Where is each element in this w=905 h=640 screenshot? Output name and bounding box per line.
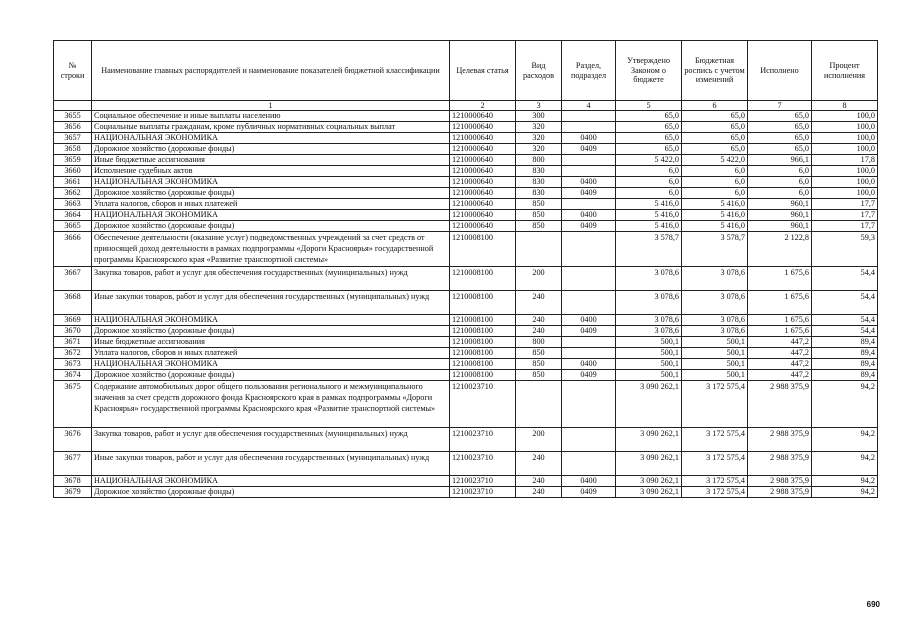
row-section <box>562 428 616 452</box>
row-expense-type: 830 <box>516 177 562 188</box>
row-executed: 6,0 <box>748 177 812 188</box>
row-target-article: 1210000640 <box>450 133 516 144</box>
header-executed: Исполнено <box>748 41 812 101</box>
row-section <box>562 166 616 177</box>
row-name: НАЦИОНАЛЬНАЯ ЭКОНОМИКА <box>92 476 450 487</box>
row-number: 3666 <box>54 232 92 267</box>
row-expense-type: 800 <box>516 155 562 166</box>
row-name: Дорожное хозяйство (дорожные фонды) <box>92 221 450 232</box>
row-schedule: 3 078,6 <box>682 267 748 291</box>
row-number: 3664 <box>54 210 92 221</box>
row-number: 3657 <box>54 133 92 144</box>
row-schedule: 3 172 575,4 <box>682 487 748 498</box>
table-row <box>54 348 878 359</box>
row-name: Дорожное хозяйство (дорожные фонды) <box>92 326 450 337</box>
row-executed: 65,0 <box>748 144 812 155</box>
row-percent: 89,4 <box>812 370 878 381</box>
row-number: 3659 <box>54 155 92 166</box>
row-name: Иные закупки товаров, работ и услуг для обеспечения государственных (муниципальных) нужд <box>92 452 450 476</box>
row-executed: 2 988 375,9 <box>748 428 812 452</box>
row-target-article: 1210000640 <box>450 188 516 199</box>
row-schedule: 65,0 <box>682 122 748 133</box>
row-percent: 100,0 <box>812 188 878 199</box>
row-number: 3655 <box>54 111 92 122</box>
row-target-article: 1210023710 <box>450 476 516 487</box>
header-target: Целевая статья <box>450 41 516 101</box>
row-expense-type: 240 <box>516 476 562 487</box>
row-number: 3656 <box>54 122 92 133</box>
column-number: 4 <box>562 101 616 111</box>
row-executed: 960,1 <box>748 221 812 232</box>
row-target-article: 1210008100 <box>450 370 516 381</box>
row-approved: 65,0 <box>616 111 682 122</box>
table-row <box>54 166 878 177</box>
row-percent: 17,7 <box>812 221 878 232</box>
row-number: 3676 <box>54 428 92 452</box>
row-percent: 94,2 <box>812 381 878 428</box>
row-number: 3661 <box>54 177 92 188</box>
row-percent: 17,8 <box>812 155 878 166</box>
row-number: 3660 <box>54 166 92 177</box>
row-number: 3669 <box>54 315 92 326</box>
row-executed: 2 122,8 <box>748 232 812 267</box>
table-row <box>54 221 878 232</box>
table-row <box>54 111 878 122</box>
table-row <box>54 337 878 348</box>
row-number: 3672 <box>54 348 92 359</box>
table-row <box>54 188 878 199</box>
header-schedule: Бюджетная роспись с учетом изменений <box>682 41 748 101</box>
row-target-article: 1210008100 <box>450 337 516 348</box>
row-name: НАЦИОНАЛЬНАЯ ЭКОНОМИКА <box>92 359 450 370</box>
table-row <box>54 210 878 221</box>
row-schedule: 500,1 <box>682 359 748 370</box>
row-schedule: 6,0 <box>682 177 748 188</box>
column-number: 7 <box>748 101 812 111</box>
row-expense-type: 850 <box>516 199 562 210</box>
row-approved: 5 416,0 <box>616 199 682 210</box>
row-name: НАЦИОНАЛЬНАЯ ЭКОНОМИКА <box>92 315 450 326</box>
row-approved: 500,1 <box>616 337 682 348</box>
column-number: 5 <box>616 101 682 111</box>
row-number: 3667 <box>54 267 92 291</box>
row-schedule: 6,0 <box>682 188 748 199</box>
row-approved: 6,0 <box>616 166 682 177</box>
row-name: Уплата налогов, сборов и иных платежей <box>92 348 450 359</box>
row-name: Дорожное хозяйство (дорожные фонды) <box>92 144 450 155</box>
row-section: 0400 <box>562 476 616 487</box>
header-approved: Утверждено Законом о бюджете <box>616 41 682 101</box>
row-number: 3662 <box>54 188 92 199</box>
row-schedule: 5 416,0 <box>682 221 748 232</box>
row-schedule: 3 078,6 <box>682 291 748 315</box>
row-expense-type: 240 <box>516 315 562 326</box>
row-section <box>562 111 616 122</box>
row-executed: 2 988 375,9 <box>748 476 812 487</box>
row-percent: 54,4 <box>812 315 878 326</box>
table-row <box>54 315 878 326</box>
row-number: 3663 <box>54 199 92 210</box>
row-executed: 1 675,6 <box>748 326 812 337</box>
row-number: 3678 <box>54 476 92 487</box>
table-row <box>54 291 878 315</box>
table-row <box>54 232 878 267</box>
row-section <box>562 452 616 476</box>
row-percent: 89,4 <box>812 348 878 359</box>
row-name: Иные бюджетные ассигнования <box>92 337 450 348</box>
row-expense-type: 850 <box>516 210 562 221</box>
row-target-article: 1210008100 <box>450 348 516 359</box>
row-schedule: 3 172 575,4 <box>682 381 748 428</box>
page-number: 690 <box>866 600 880 609</box>
row-expense-type: 850 <box>516 348 562 359</box>
row-name: Дорожное хозяйство (дорожные фонды) <box>92 370 450 381</box>
row-percent: 94,2 <box>812 428 878 452</box>
row-executed: 447,2 <box>748 348 812 359</box>
row-approved: 500,1 <box>616 359 682 370</box>
row-section: 0400 <box>562 177 616 188</box>
row-approved: 500,1 <box>616 370 682 381</box>
header-row <box>54 41 878 101</box>
row-executed: 6,0 <box>748 188 812 199</box>
table-body <box>54 111 878 498</box>
row-name: Иные закупки товаров, работ и услуг для обеспечения государственных (муниципальных) нужд <box>92 291 450 315</box>
row-target-article: 1210000640 <box>450 144 516 155</box>
budget-table <box>53 40 878 498</box>
row-target-article: 1210023710 <box>450 428 516 452</box>
row-executed: 960,1 <box>748 199 812 210</box>
row-percent: 94,2 <box>812 452 878 476</box>
row-name: Уплата налогов, сборов и иных платежей <box>92 199 450 210</box>
row-section <box>562 122 616 133</box>
row-section: 0400 <box>562 359 616 370</box>
row-executed: 1 675,6 <box>748 267 812 291</box>
row-target-article: 1210023710 <box>450 381 516 428</box>
row-percent: 54,4 <box>812 267 878 291</box>
row-schedule: 500,1 <box>682 337 748 348</box>
row-target-article: 1210008100 <box>450 267 516 291</box>
row-expense-type: 200 <box>516 428 562 452</box>
row-target-article: 1210000640 <box>450 210 516 221</box>
row-name: НАЦИОНАЛЬНАЯ ЭКОНОМИКА <box>92 133 450 144</box>
row-section: 0400 <box>562 210 616 221</box>
row-target-article: 1210000640 <box>450 221 516 232</box>
row-section: 0409 <box>562 188 616 199</box>
row-executed: 2 988 375,9 <box>748 452 812 476</box>
row-section: 0409 <box>562 326 616 337</box>
row-target-article: 1210023710 <box>450 487 516 498</box>
table-row <box>54 428 878 452</box>
row-schedule: 3 172 575,4 <box>682 452 748 476</box>
row-expense-type <box>516 381 562 428</box>
row-executed: 65,0 <box>748 122 812 133</box>
row-approved: 3 078,6 <box>616 326 682 337</box>
row-percent: 100,0 <box>812 144 878 155</box>
row-executed: 447,2 <box>748 370 812 381</box>
row-expense-type: 320 <box>516 122 562 133</box>
row-percent: 17,7 <box>812 210 878 221</box>
column-number: 1 <box>92 101 450 111</box>
row-target-article: 1210008100 <box>450 291 516 315</box>
table-row <box>54 476 878 487</box>
row-target-article: 1210000640 <box>450 177 516 188</box>
table-row <box>54 370 878 381</box>
row-target-article: 1210000640 <box>450 111 516 122</box>
row-number: 3671 <box>54 337 92 348</box>
column-number <box>54 101 92 111</box>
row-percent: 89,4 <box>812 359 878 370</box>
row-executed: 2 988 375,9 <box>748 381 812 428</box>
row-number: 3674 <box>54 370 92 381</box>
row-target-article: 1210008100 <box>450 326 516 337</box>
row-name: Закупка товаров, работ и услуг для обеспечения государственных (муниципальных) нужд <box>92 428 450 452</box>
row-schedule: 3 078,6 <box>682 326 748 337</box>
row-section: 0409 <box>562 370 616 381</box>
row-approved: 65,0 <box>616 122 682 133</box>
row-name: Закупка товаров, работ и услуг для обеспечения государственных (муниципальных) нужд <box>92 267 450 291</box>
table-row <box>54 199 878 210</box>
row-number: 3670 <box>54 326 92 337</box>
table-row <box>54 155 878 166</box>
row-approved: 3 078,6 <box>616 291 682 315</box>
row-percent: 54,4 <box>812 326 878 337</box>
row-expense-type: 830 <box>516 166 562 177</box>
row-executed: 2 988 375,9 <box>748 487 812 498</box>
row-executed: 960,1 <box>748 210 812 221</box>
row-percent: 54,4 <box>812 291 878 315</box>
row-number: 3677 <box>54 452 92 476</box>
row-expense-type: 320 <box>516 144 562 155</box>
row-target-article: 1210023710 <box>450 452 516 476</box>
row-number: 3668 <box>54 291 92 315</box>
row-expense-type: 240 <box>516 291 562 315</box>
row-section <box>562 291 616 315</box>
table-row <box>54 359 878 370</box>
row-expense-type <box>516 232 562 267</box>
row-name: Дорожное хозяйство (дорожные фонды) <box>92 188 450 199</box>
row-approved: 3 090 262,1 <box>616 476 682 487</box>
table-row <box>54 381 878 428</box>
row-section: 0400 <box>562 315 616 326</box>
row-target-article: 1210008100 <box>450 359 516 370</box>
row-approved: 500,1 <box>616 348 682 359</box>
row-approved: 3 078,6 <box>616 315 682 326</box>
row-expense-type: 850 <box>516 370 562 381</box>
row-expense-type: 800 <box>516 337 562 348</box>
row-approved: 3 090 262,1 <box>616 428 682 452</box>
row-approved: 3 078,6 <box>616 267 682 291</box>
row-executed: 6,0 <box>748 166 812 177</box>
row-number: 3658 <box>54 144 92 155</box>
row-expense-type: 300 <box>516 111 562 122</box>
row-schedule: 6,0 <box>682 166 748 177</box>
row-section: 0409 <box>562 144 616 155</box>
row-schedule: 500,1 <box>682 370 748 381</box>
row-schedule: 5 422,0 <box>682 155 748 166</box>
row-approved: 3 578,7 <box>616 232 682 267</box>
row-schedule: 5 416,0 <box>682 199 748 210</box>
row-approved: 3 090 262,1 <box>616 381 682 428</box>
row-approved: 5 416,0 <box>616 221 682 232</box>
row-percent: 94,2 <box>812 487 878 498</box>
table-row <box>54 267 878 291</box>
row-name: Исполнение судебных актов <box>92 166 450 177</box>
row-approved: 65,0 <box>616 133 682 144</box>
column-number: 3 <box>516 101 562 111</box>
row-expense-type: 830 <box>516 188 562 199</box>
row-expense-type: 240 <box>516 452 562 476</box>
row-section <box>562 155 616 166</box>
row-percent: 100,0 <box>812 111 878 122</box>
header-section: Раздел, подраздел <box>562 41 616 101</box>
row-approved: 5 422,0 <box>616 155 682 166</box>
row-name: НАЦИОНАЛЬНАЯ ЭКОНОМИКА <box>92 210 450 221</box>
row-name: Дорожное хозяйство (дорожные фонды) <box>92 487 450 498</box>
header-percent: Процент исполнения <box>812 41 878 101</box>
row-schedule: 500,1 <box>682 348 748 359</box>
row-section <box>562 267 616 291</box>
table-row <box>54 133 878 144</box>
table-row <box>54 177 878 188</box>
row-number: 3675 <box>54 381 92 428</box>
row-schedule: 65,0 <box>682 111 748 122</box>
row-number: 3679 <box>54 487 92 498</box>
table-row <box>54 122 878 133</box>
row-number: 3665 <box>54 221 92 232</box>
row-name: Иные бюджетные ассигнования <box>92 155 450 166</box>
row-section <box>562 348 616 359</box>
row-executed: 65,0 <box>748 133 812 144</box>
row-expense-type: 240 <box>516 326 562 337</box>
row-percent: 94,2 <box>812 476 878 487</box>
row-section: 0409 <box>562 487 616 498</box>
row-approved: 5 416,0 <box>616 210 682 221</box>
header-type: Вид расходов <box>516 41 562 101</box>
row-schedule: 3 172 575,4 <box>682 476 748 487</box>
row-percent: 100,0 <box>812 177 878 188</box>
row-target-article: 1210000640 <box>450 122 516 133</box>
row-executed: 966,1 <box>748 155 812 166</box>
row-target-article: 1210000640 <box>450 166 516 177</box>
column-number: 2 <box>450 101 516 111</box>
table-row <box>54 487 878 498</box>
row-section <box>562 199 616 210</box>
row-schedule: 3 078,6 <box>682 315 748 326</box>
row-schedule: 3 172 575,4 <box>682 428 748 452</box>
row-target-article: 1210008100 <box>450 315 516 326</box>
row-percent: 100,0 <box>812 122 878 133</box>
row-expense-type: 200 <box>516 267 562 291</box>
row-name: Обеспечение деятельности (оказание услуг) подведомственных учреждений за счет средств от приносящей доход деятельности в рамках подпрограммы «Дороги Красноярья» государственной программы Красноярского края «Развитие транспортной системы» <box>92 232 450 267</box>
column-number: 6 <box>682 101 748 111</box>
column-number-row <box>54 101 878 111</box>
row-name: Социальное обеспечение и иные выплаты населению <box>92 111 450 122</box>
row-schedule: 3 578,7 <box>682 232 748 267</box>
row-schedule: 65,0 <box>682 133 748 144</box>
row-name: Социальные выплаты гражданам, кроме публичных нормативных социальных выплат <box>92 122 450 133</box>
row-target-article: 1210000640 <box>450 155 516 166</box>
row-executed: 447,2 <box>748 359 812 370</box>
row-percent: 59,3 <box>812 232 878 267</box>
row-executed: 65,0 <box>748 111 812 122</box>
row-approved: 3 090 262,1 <box>616 452 682 476</box>
table-row <box>54 144 878 155</box>
row-expense-type: 850 <box>516 221 562 232</box>
row-section: 0409 <box>562 221 616 232</box>
row-expense-type: 320 <box>516 133 562 144</box>
row-target-article: 1210000640 <box>450 199 516 210</box>
row-percent: 100,0 <box>812 166 878 177</box>
row-percent: 17,7 <box>812 199 878 210</box>
row-section: 0400 <box>562 133 616 144</box>
row-percent: 89,4 <box>812 337 878 348</box>
row-target-article: 1210008100 <box>450 232 516 267</box>
table-row <box>54 326 878 337</box>
row-approved: 6,0 <box>616 188 682 199</box>
row-section <box>562 337 616 348</box>
row-name: НАЦИОНАЛЬНАЯ ЭКОНОМИКА <box>92 177 450 188</box>
row-section <box>562 381 616 428</box>
header-num: № строки <box>54 41 92 101</box>
row-approved: 6,0 <box>616 177 682 188</box>
row-name: Содержание автомобильных дорог общего пользования регионального и межмуниципального значения за счет средств дорожного фонда Красноярского края в рамках подпрограммы «Дороги Красноярья» государственной программы Красноярского края «Развитие транспортной системы» <box>92 381 450 428</box>
header-name: Наименование главных распорядителей и наименование показателей бюджетной классификации <box>92 41 450 101</box>
row-approved: 3 090 262,1 <box>616 487 682 498</box>
row-section <box>562 232 616 267</box>
row-executed: 1 675,6 <box>748 291 812 315</box>
row-number: 3673 <box>54 359 92 370</box>
row-approved: 65,0 <box>616 144 682 155</box>
row-executed: 1 675,6 <box>748 315 812 326</box>
row-percent: 100,0 <box>812 133 878 144</box>
table-row <box>54 452 878 476</box>
row-schedule: 5 416,0 <box>682 210 748 221</box>
row-schedule: 65,0 <box>682 144 748 155</box>
column-number: 8 <box>812 101 878 111</box>
row-expense-type: 850 <box>516 359 562 370</box>
row-expense-type: 240 <box>516 487 562 498</box>
row-executed: 447,2 <box>748 337 812 348</box>
